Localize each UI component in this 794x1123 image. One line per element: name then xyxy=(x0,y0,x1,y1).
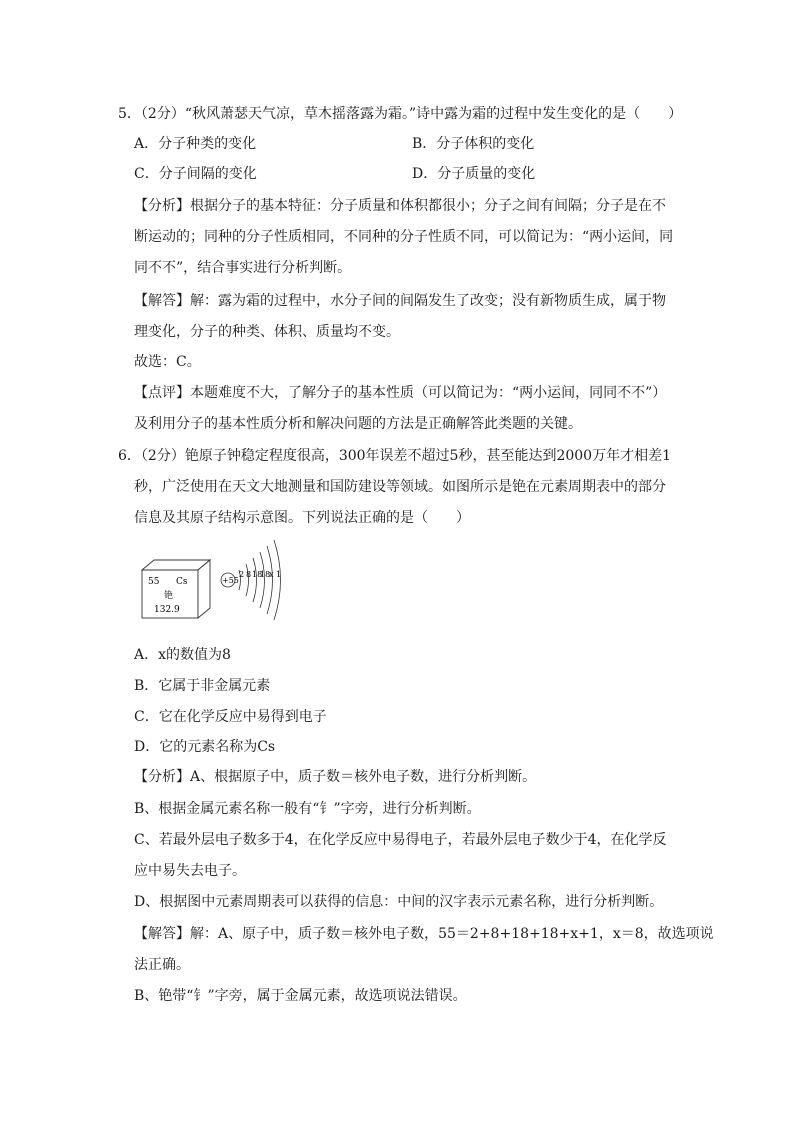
q5-option-b: B．分子体积的变化 xyxy=(412,136,535,152)
q5-analysis-line-1: 【分析】根据分子的基本特征：分子质量和体积都很小；分子之间有间隔；分子是在不 xyxy=(134,198,666,214)
q6-analysis-line-5: D、根据图中元素周期表可以获得的信息：中间的汉字表示元素名称，进行分析判断。 xyxy=(134,894,664,910)
q6-answer-line-2: 法正确。 xyxy=(134,957,190,973)
q6-analysis-line-1: 【分析】A、根据原子中，质子数＝核外电子数，进行分析判断。 xyxy=(134,769,537,785)
q5-comment-line-2: 及利用分子的基本性质分析和解决问题的方法是正确解答此类题的关键。 xyxy=(134,416,582,432)
q6-option-c: C．它在化学反应中易得到电子 xyxy=(134,709,327,725)
q6-stem-line-1: 6．（2分）铯原子钟稳定程度很高，300年误差不超过5秒，甚至能达到2000万年才相差1 xyxy=(118,448,671,464)
q5-comment-line-1: 【点评】本题难度不大，了解分子的基本性质（可以简记为：“两小运间，同同不不”） xyxy=(134,385,667,401)
atomic-number: 55 xyxy=(148,577,160,587)
atomic-structure-diagram xyxy=(221,540,281,620)
q5-analysis-line-2: 断运动的；同种的分子性质相同，不同种的分子性质不同，可以简记为：“两小运间，同 xyxy=(134,229,674,245)
nucleus-charge: +55 xyxy=(222,576,239,585)
atomic-mass: 132.9 xyxy=(154,605,180,615)
periodic-table-cell xyxy=(142,560,210,618)
q5-answer-line-2: 理变化，分子的种类、体积、质量均不变。 xyxy=(134,324,400,340)
q6-answer-line-3: B、铯带“钅”字旁，属于金属元素，故选项说法错误。 xyxy=(134,988,467,1004)
q5-answer-line-1: 【解答】解：露为霜的过程中，水分子间的间隔发生了改变；没有新物质生成，属于物 xyxy=(134,293,666,309)
q6-option-b: B．它属于非金属元素 xyxy=(134,678,271,694)
shell-6-electrons: 1 xyxy=(276,570,282,579)
q6-option-d: D．它的元素名称为Cs xyxy=(134,739,276,755)
q5-stem: 5．（2分）“秋风萧瑟天气凉，草木摇落露为霜。”诗中露为霜的过程中发生变化的是（ ） xyxy=(118,106,683,122)
q5-analysis-line-3: 同不不”，结合事实进行分析判断。 xyxy=(134,260,352,276)
q6-answer-line-1: 【解答】解：A、原子中，质子数＝核外电子数，55＝2+8+18+18+x+1，x＝8，故选项说 xyxy=(134,926,714,942)
q6-analysis-line-2: B、根据金属元素名称一般有“钅”字旁，进行分析判断。 xyxy=(134,801,481,817)
q6-stem-line-2: 秒，广泛使用在天文大地测量和国防建设等领域。如图所示是铯在元素周期表中的部分 xyxy=(134,479,666,495)
shell-5-electrons: x xyxy=(269,570,274,579)
cesium-figure xyxy=(136,540,296,632)
q5-option-c: C．分子间隔的变化 xyxy=(134,166,257,182)
shell-4-electrons: 18 xyxy=(260,570,271,579)
q6-option-a: A．x的数值为8 xyxy=(134,647,231,663)
q5-choice: 故选：C。 xyxy=(134,354,201,370)
element-symbol: Cs xyxy=(176,577,188,587)
shell-2-electrons: 8 xyxy=(246,570,252,579)
q5-option-a: A．分子种类的变化 xyxy=(134,136,257,152)
shell-3-electrons: 18 xyxy=(252,570,263,579)
element-name: 铯 xyxy=(164,591,174,601)
q6-analysis-line-3: C、若最外层电子数多于4，在化学反应中易得电子，若最外层电子数少于4，在化学反 xyxy=(134,832,667,848)
q6-stem-line-3: 信息及其原子结构示意图。下列说法正确的是（ ） xyxy=(134,510,470,526)
q5-option-d: D．分子质量的变化 xyxy=(412,166,536,182)
shell-1-electrons: 2 xyxy=(239,570,245,579)
q6-analysis-line-4: 应中易失去电子。 xyxy=(134,863,246,879)
